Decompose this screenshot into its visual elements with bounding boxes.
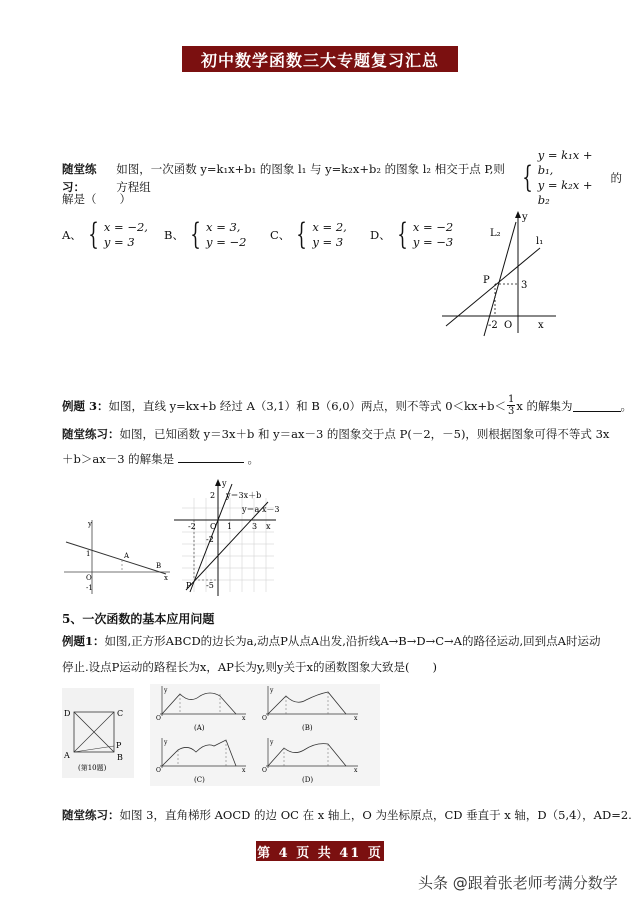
sq-label-d: D [64, 709, 71, 718]
example-3-label: 例题 3： [62, 398, 109, 413]
practice-1-tail: 的 [610, 171, 622, 185]
p2-label-eq1: y＝3x＋b [226, 491, 262, 500]
graph-d-y: y [270, 739, 274, 746]
graph-d-x: x [354, 767, 358, 774]
p2-label-2: 2 [210, 491, 216, 500]
label-neg2: -2 [488, 320, 498, 331]
practice-2-text: 如图，已知函数 y＝3x＋b 和 y＝ax－3 的图象交于点 P(－2，－5)，则根据图象可得不等式 3x [119, 427, 610, 441]
small-label-a: A [124, 552, 130, 560]
section-5-heading: 5、一次函数的基本应用问题 [62, 612, 215, 626]
page-title: 初中数学函数三大专题复习汇总 [182, 46, 458, 72]
sq-label-a: A [64, 751, 70, 760]
example-3-text-a: 如图，直线 y=kx+b 经过 A（3,1）和 B（6,0）两点，则不等式 0＜kx+b＜ [108, 398, 506, 413]
fraction-numerator: 1 [507, 394, 515, 405]
practice-1-line2: 解是（ ） [62, 192, 131, 206]
practice-3-text: 如图 3，直角梯形 AOCD 的边 OC 在 x 轴上，O 为坐标原点，CD 垂直于 x 轴，D（5,4），AD=2. [119, 808, 632, 822]
p2-label-eq2: y＝a x－3 [242, 505, 280, 514]
option-b-label: B、 [164, 228, 184, 242]
practice-3-line [62, 806, 632, 824]
practice-2-label: 随堂练习： [62, 427, 120, 441]
label-p: P [483, 275, 490, 286]
p2-label-neg5: -5 [206, 581, 214, 590]
graph-a-x: x [242, 715, 246, 722]
graph-c-x: x [242, 767, 246, 774]
sq-label-b: B [117, 753, 123, 762]
graph-a-o: O [156, 715, 161, 722]
equation-system: { y = k₁x + b₁, y = k₂x + b₂ [518, 148, 607, 208]
answer-blank[interactable] [573, 400, 621, 412]
fraction-denominator: 3 [507, 406, 515, 417]
practice-2-graph [170, 478, 290, 598]
line-ab [66, 542, 166, 574]
option-d-line2: y = −3 [412, 235, 454, 249]
sq-caption: (第10题) [78, 764, 107, 772]
example-3 [62, 394, 632, 417]
equation-2: y = k₂x + b₂ [537, 178, 593, 207]
practice-2-line2 [62, 450, 259, 468]
example-1-line2: 停止.设点P运动的路程长为x，AP长为y,则y关于x的函数图象大致是( ) [62, 660, 437, 674]
option-c-line2: y = 3 [312, 235, 344, 249]
option-a-line1: x = −2, [103, 220, 148, 234]
option-b-line1: x = 3, [206, 220, 241, 234]
p2-label-3: 3 [252, 522, 258, 531]
practice-1-text: 如图，一次函数 y=k₁x+b₁ 的图象 l₁ 与 y=k₂x+b₂ 的图象 l₂ 相交于点 P,则方程组 [116, 162, 505, 194]
option-c-label: C、 [270, 228, 291, 242]
graph-c-o: O [156, 767, 161, 774]
graph-d-label: (D) [302, 776, 314, 784]
practice-2-line1 [62, 425, 632, 443]
graph-a-label: (A) [194, 724, 205, 732]
graph-b-x: x [354, 715, 358, 722]
label-3: 3 [521, 280, 528, 291]
example-3-tail: 。 [620, 398, 632, 413]
small-label-b: B [156, 562, 162, 570]
small-label-1: 1 [86, 550, 91, 558]
answer-graphs [150, 684, 380, 786]
small-label-y: y [88, 520, 92, 528]
p2-label-p: P [186, 581, 192, 590]
practice-2-line2-a: ＋b＞ax－3 的解集是 [62, 452, 175, 466]
answer-blank-2[interactable] [178, 451, 244, 463]
sq-label-p: P [116, 741, 122, 750]
option-b-line2: y = −2 [206, 235, 247, 249]
p2-label-y: y [222, 479, 227, 488]
watermark: 头条 @跟着张老师考满分数学 [418, 874, 618, 892]
p2-label-neg2y: -2 [206, 535, 214, 544]
example-1-text: 如图,正方形ABCD的边长为a,动点P从点A出发,沿折线A→B→D→C→A的路径运动,回到点A时运动 [104, 634, 601, 648]
small-label-x: x [164, 574, 168, 582]
practice-1-line1 [62, 148, 622, 208]
graph-c-label: (C) [194, 776, 205, 784]
label-l2: L₂ [490, 228, 501, 239]
p2-y-arrow [215, 479, 221, 486]
practice-1-label: 随堂练习： [62, 162, 97, 194]
y-axis-arrow [515, 211, 521, 218]
graph-a-y: y [164, 687, 168, 694]
label-o: O [504, 320, 513, 331]
label-l1: l₁ [536, 236, 544, 247]
graph-b-label: (B) [302, 724, 313, 732]
example-1-line1 [62, 632, 632, 650]
option-c[interactable]: C、 { x = 2, y = 3 [270, 217, 347, 252]
sq-label-c: C [117, 709, 124, 718]
option-a-label: A、 [62, 228, 82, 242]
option-d[interactable]: D、 { x = −2 y = −3 [370, 217, 454, 252]
fraction-one-third [507, 394, 515, 417]
p2-label-1: 1 [227, 522, 233, 531]
option-d-line1: x = −2 [412, 220, 454, 234]
example-1-label: 例题1： [62, 634, 105, 648]
label-y: y [522, 212, 528, 223]
practice-3-label: 随堂练习： [62, 808, 120, 822]
practice-1-graph [440, 208, 560, 338]
line-ax-minus-3 [186, 502, 268, 590]
example-3-text-b: x 的解集为 [516, 398, 573, 413]
option-c-line1: x = 2, [312, 220, 347, 234]
square-figure [62, 688, 134, 778]
small-label-neg1: -1 [86, 584, 93, 592]
graph-d-o: O [262, 767, 267, 774]
option-d-label: D、 [370, 228, 391, 242]
option-b[interactable]: B、 { x = 3, y = −2 [164, 217, 247, 252]
option-a[interactable]: A、 { x = −2, y = 3 [62, 217, 148, 252]
p2-label-o: O [210, 522, 217, 531]
example-3-graph [62, 514, 172, 596]
graph-b-y: y [270, 687, 274, 694]
graph-c-y: y [164, 739, 168, 746]
p2-label-neg2: -2 [188, 522, 196, 531]
graph-b-o: O [262, 715, 267, 722]
option-a-line2: y = 3 [103, 235, 135, 249]
label-x: x [538, 320, 544, 331]
page-number: 第 4 页 共 41 页 [256, 841, 384, 861]
small-label-o: O [86, 574, 92, 582]
equation-1: y = k₁x + b₁, [537, 148, 593, 177]
practice-2-line2-b: 。 [247, 452, 259, 466]
p2-label-x: x [266, 522, 271, 531]
